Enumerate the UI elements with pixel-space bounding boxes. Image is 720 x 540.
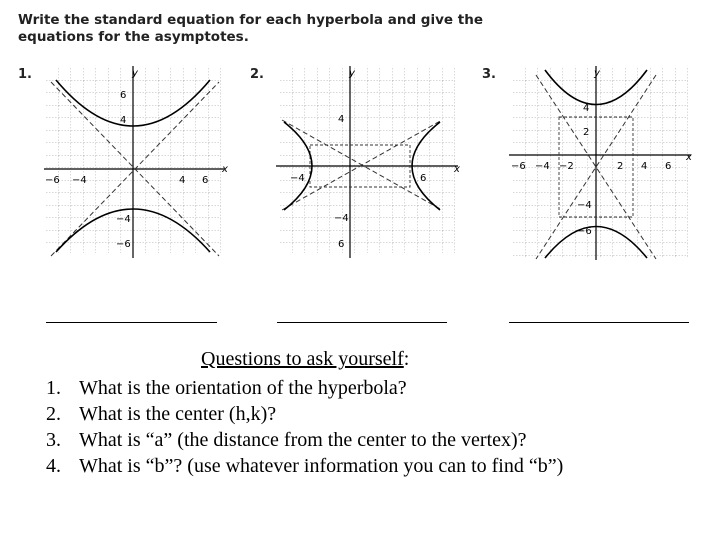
- graph-1-x-tick: 4: [179, 175, 186, 186]
- graph-3-x-tick: 6: [665, 161, 672, 172]
- graph-1-y-label: y: [132, 68, 138, 79]
- graph-2-y-label: y: [349, 68, 355, 79]
- graph-1-x-label: x: [222, 164, 228, 175]
- problem-3-number: 3.: [482, 67, 496, 82]
- graph-1-y-tick: 6: [120, 90, 127, 101]
- graph-3-x-tick: 2: [617, 161, 624, 172]
- graph-3-y-label: y: [594, 68, 600, 79]
- graph-3-x-tick: −4: [535, 161, 550, 172]
- instructions-line-2: equations for the asymptotes.: [18, 29, 249, 45]
- question-text: What is “a” (the distance from the center to the vertex)?: [79, 429, 527, 451]
- question-text: What is the orientation of the hyperbola?: [79, 377, 407, 399]
- answer-line-1[interactable]: [46, 322, 217, 323]
- graph-1-x-tick: 6: [202, 175, 209, 186]
- answer-line-3[interactable]: [509, 322, 689, 323]
- graph-2-y-tick: −4: [334, 213, 349, 224]
- graph-2-x-label: x: [454, 164, 460, 175]
- questions-title: [201, 348, 409, 371]
- graph-3-x-label: x: [686, 152, 692, 163]
- instructions-line-1: Write the standard equation for each hyperbola and give the: [18, 12, 483, 28]
- graph-3-y-tick: 4: [583, 103, 590, 114]
- graph-2-grid: [280, 68, 455, 253]
- problem-3-graph: [505, 62, 705, 267]
- answer-line-2[interactable]: [277, 322, 447, 323]
- graph-1-x-tick: −6: [45, 175, 60, 186]
- graph-3-x-tick: 4: [641, 161, 648, 172]
- graph-3-y-tick: 2: [583, 127, 590, 138]
- graph-1-y-tick: −4: [116, 214, 131, 225]
- instructions: [18, 12, 498, 46]
- graph-2-svg: [272, 62, 472, 262]
- graph-3-svg: [505, 62, 705, 262]
- graph-3-y-tick: −4: [577, 200, 592, 211]
- question-text: What is “b”? (use whatever information you can to find “b”): [79, 455, 564, 477]
- problem-1-graph: [36, 62, 236, 267]
- question-number: 3.: [46, 429, 61, 451]
- questions-title-text: Questions to ask yourself: [201, 348, 404, 370]
- graph-3-x-tick: −2: [559, 161, 574, 172]
- problem-2-graph: [272, 62, 472, 267]
- question-text: What is the center (h,k)?: [79, 403, 277, 425]
- problem-2-number: 2.: [250, 67, 264, 82]
- graph-2-x-tick: 6: [420, 173, 427, 184]
- question-number: 2.: [46, 403, 61, 425]
- questions-title-colon: :: [403, 348, 410, 370]
- problem-1-number: 1.: [18, 67, 32, 82]
- graph-1-svg: [36, 62, 236, 262]
- graph-1-y-tick: −6: [116, 239, 131, 250]
- graph-3-y-tick: −6: [577, 226, 592, 237]
- graph-2-x-tick: −4: [290, 173, 305, 184]
- graph-1-x-tick: −4: [72, 175, 87, 186]
- graph-2-y-tick: 4: [338, 114, 345, 125]
- question-number: 4.: [46, 455, 61, 477]
- question-number: 1.: [46, 377, 61, 399]
- graph-2-y-tick: 6: [338, 239, 345, 250]
- graph-1-y-tick: 4: [120, 115, 127, 126]
- graph-3-x-tick: −6: [511, 161, 526, 172]
